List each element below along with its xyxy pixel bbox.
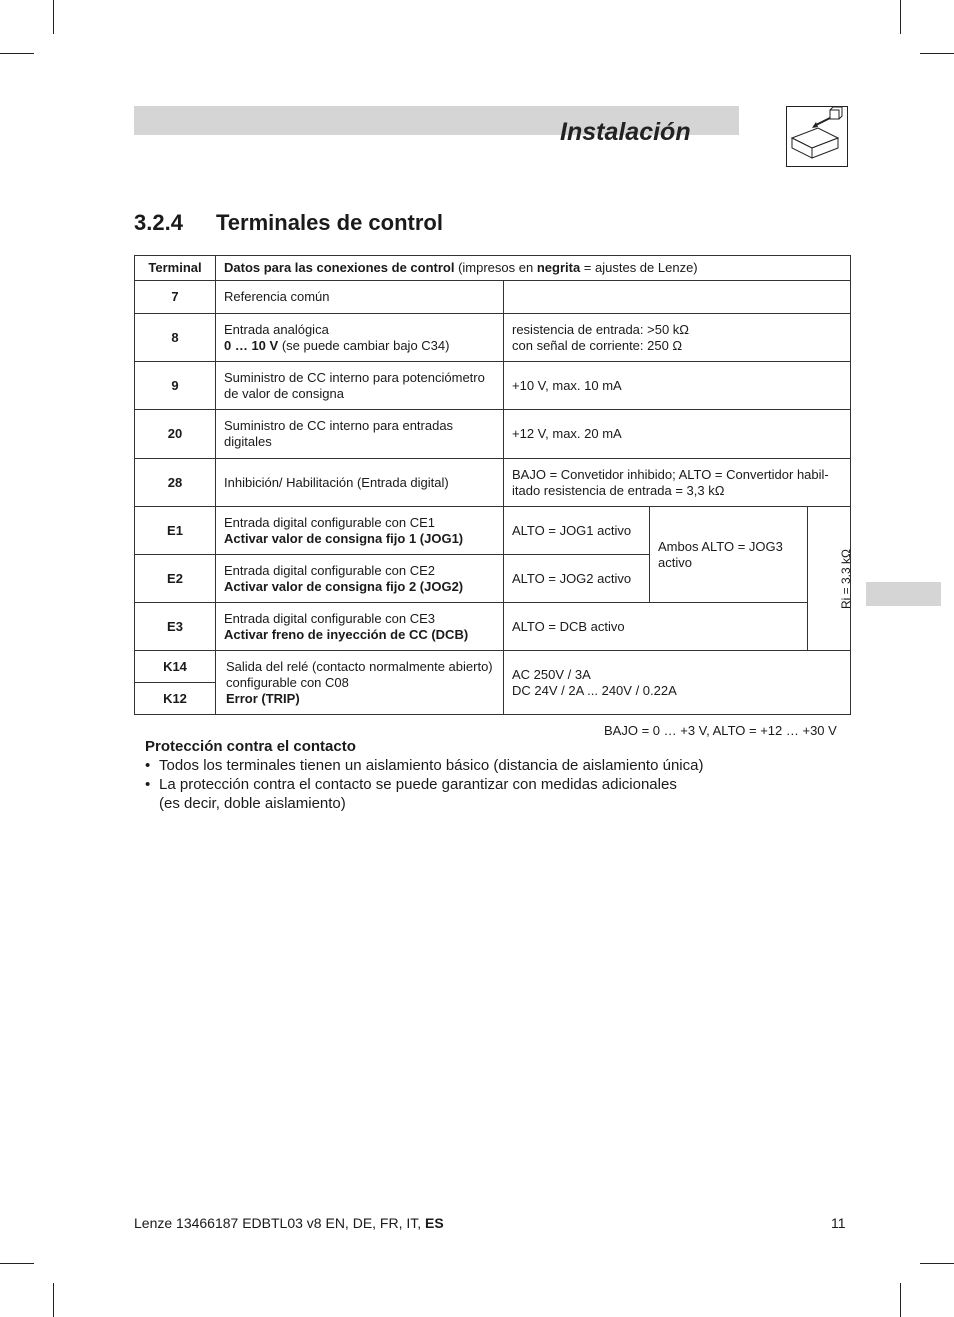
module-insert-icon [786,106,848,167]
signal-level-footnote: BAJO = 0 … +3 V, ALTO = +12 … +30 V [604,723,837,738]
table-row [135,507,851,555]
contact-protection-title: Protección contra el contacto [145,738,356,755]
table-row [135,651,851,683]
crop-mark [920,1263,954,1264]
section-number: 3.2.4 [134,210,183,235]
terminal-id: 20 [135,410,216,459]
crop-mark [920,53,954,54]
terminal-id: E2 [135,555,216,603]
terminal-desc: Salida del relé (contacto normalmente abierto) configurable con C08 Error (TRIP) [216,651,504,715]
terminal-desc: Entrada digital configurable con CE3 Activar freno de inyección de CC (DCB) [216,603,504,651]
terminal-value [504,281,851,314]
terminal-id: 8 [135,314,216,362]
footer-doc-info: Lenze 13466187 EDBTL03 v8 EN, DE, FR, IT, ES [134,1215,444,1231]
control-terminals-table [134,255,851,715]
table-row [135,281,851,314]
page-number: 11 [831,1215,846,1231]
crop-mark [53,1283,54,1317]
crop-mark [0,1263,34,1264]
section-title [134,210,443,236]
terminal-id: E1 [135,507,216,555]
table-row [135,362,851,410]
terminal-desc: Entrada analógica 0 … 10 V (se puede cambiar bajo C34) [216,314,504,362]
terminal-id: K12 [135,683,216,715]
crop-mark [900,0,901,34]
terminal-desc: Suministro de CC interno para potenciómetro de valor de consigna [216,362,504,410]
list-item: • La protección contra el contacto se puede garantizar con medidas adicionales (es decir, doble aislamiento) [145,776,677,812]
side-language-tab [866,582,941,606]
terminal-desc: Suministro de CC interno para entradas digitales [216,410,504,459]
table-row [135,410,851,459]
section-heading: Terminales de control [216,210,443,235]
terminal-value: +12 V, max. 20 mA [504,410,851,459]
crop-mark [900,1283,901,1317]
crop-mark [0,53,34,54]
terminal-id: 7 [135,281,216,314]
terminal-value: BAJO = Convetidor inhibido; ALTO = Convertidor habil-itado resistencia de entrada = 3,3 kΩ [504,459,851,507]
header-terminal: Terminal [135,256,216,281]
terminal-value: AC 250V / 3A DC 24V / 2A ... 240V / 0.22A [504,651,851,715]
table-row [135,603,851,651]
terminal-value: ALTO = JOG1 activo [504,507,650,555]
terminal-value: ALTO = JOG2 activo [504,555,650,603]
list-item: • Todos los terminales tienen un aislamiento básico (distancia de aislamiento única) [145,757,704,774]
bullet-glyph: • [145,757,151,774]
crop-mark [53,0,54,34]
terminal-id: 9 [135,362,216,410]
terminal-desc: Entrada digital configurable con CE1 Activar valor de consigna fijo 1 (JOG1) [216,507,504,555]
terminal-desc: Entrada digital configurable con CE2 Activar valor de consigna fijo 2 (JOG2) [216,555,504,603]
table-row [135,314,851,362]
terminal-value: +10 V, max. 10 mA [504,362,851,410]
input-resistance-note: Ri = 3.3 kΩ [808,507,851,651]
table-row [135,459,851,507]
terminal-id: K14 [135,651,216,683]
header-data: Datos para las conexiones de control (impresos en negrita = ajustes de Lenze) [216,256,851,281]
table-header-row [135,256,851,281]
jog3-note: Ambos ALTO = JOG3 activo [650,507,808,603]
terminal-id: E3 [135,603,216,651]
chapter-title: Instalación [560,118,691,146]
terminal-id: 28 [135,459,216,507]
bullet-glyph: • [145,776,151,793]
terminal-value: resistencia de entrada: >50 kΩ con señal de corriente: 250 Ω [504,314,851,362]
contact-protection-list [145,756,865,813]
terminal-value: ALTO = DCB activo [504,603,808,651]
terminal-desc: Inhibición/ Habilitación (Entrada digital) [216,459,504,507]
terminal-desc: Referencia común [216,281,504,314]
